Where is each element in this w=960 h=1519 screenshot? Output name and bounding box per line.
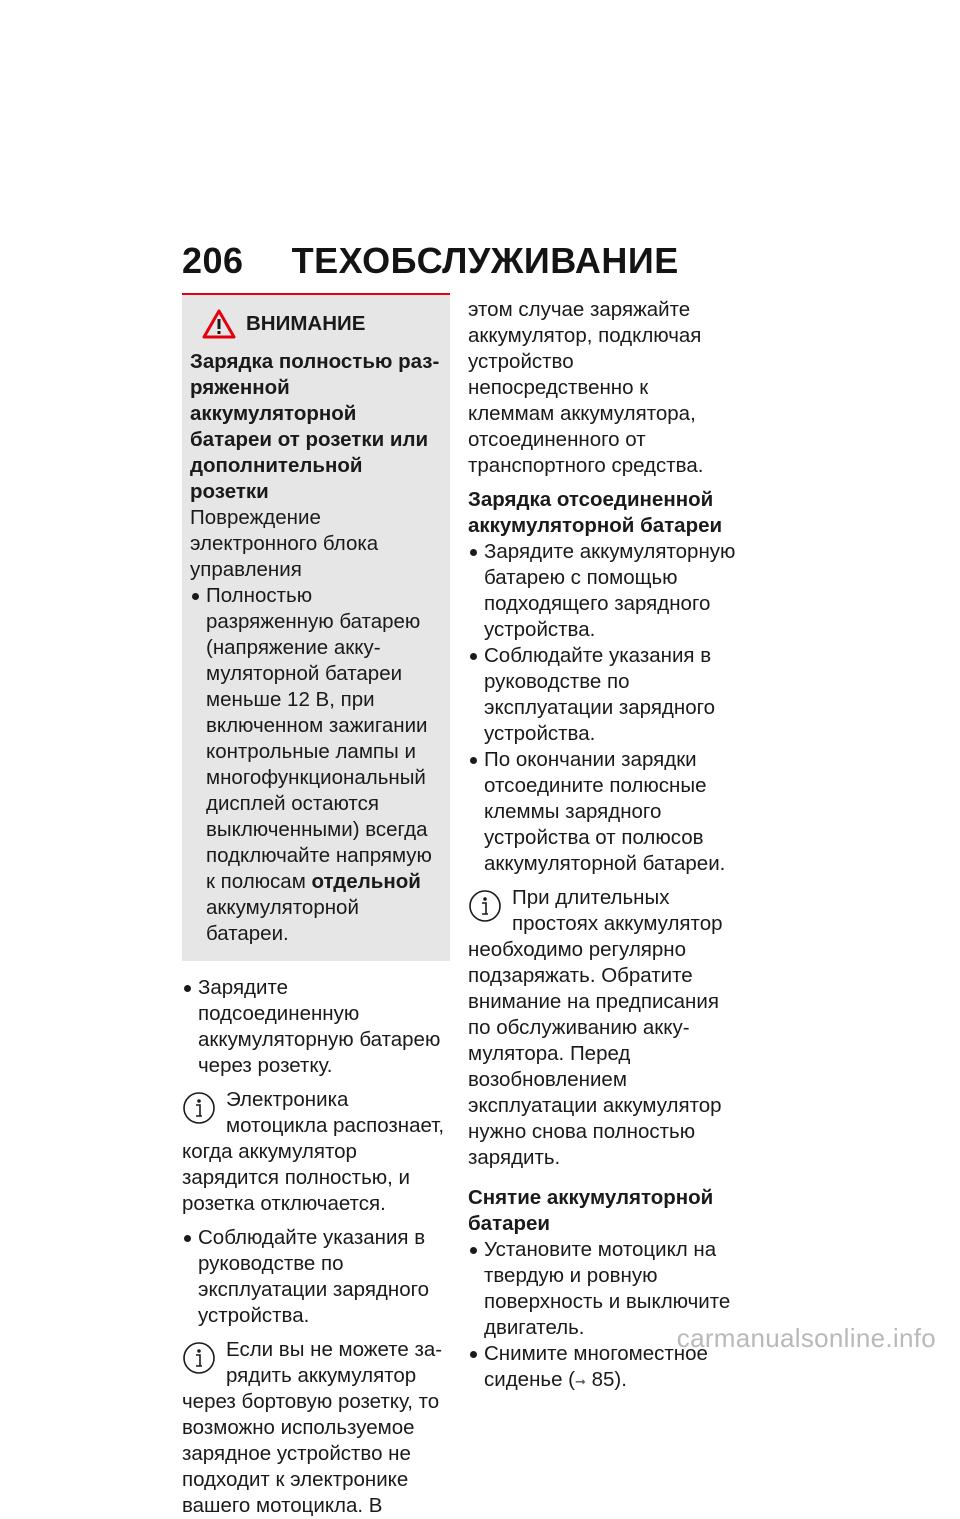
info-note-3 [468, 885, 736, 1171]
info-text-3: При длительных простоях аккумулятор необходимо регулярно подзаряжать. Обратите внимание на предписания по обслуживанию аккумулятора. Перед возобновлением эксплуатации аккумулятор нужно снова полностью зарядить. [468, 886, 723, 1169]
page-ref-arrow-icon: ➞ [575, 1374, 586, 1389]
warning-bullet-emphasis: отдельной [311, 870, 421, 893]
list-item: Установите мотоцикл на твердую и ровную поверхность и выключите двигатель. [468, 1237, 736, 1341]
left-list-1 [182, 975, 450, 1079]
info-text-1: Электроника мотоцикла распознает, когда аккумулятор зарядится полностью, и розетка отключается. [182, 1088, 445, 1215]
list-item: Зарядите подсоединенную аккумуляторную батарею через розетку. [182, 975, 450, 1079]
warning-title: ВНИМАНИЕ [246, 312, 366, 335]
left-column [182, 293, 450, 1519]
info-note-2 [182, 1337, 450, 1519]
left-list-2 [182, 1225, 450, 1329]
warning-list [190, 583, 442, 947]
info-icon [182, 1341, 216, 1375]
warning-bullet-text-a: Полностью разряженную батарею (напряжение аккумуляторной батареи меньше 12 В, при включенном зажигании контрольные лампы и многофункциональный дисплей остаются выключенными) всегда подключайте напрямую к полюсам [206, 584, 432, 893]
section-title: ТЕХОБСЛУЖИВАНИЕ [291, 240, 679, 281]
warning-box [182, 293, 450, 961]
warning-bullet [190, 583, 442, 947]
info-text-2: Если вы не можете зарядить аккумулятор через бортовую розетку, то возможно используемое зарядное устройство не подходит к электронике вашего мотоцикла. В [182, 1338, 443, 1517]
info-icon [468, 889, 502, 923]
list-item-text: Снимите многоместное сиденье ( [484, 1342, 708, 1391]
warning-triangle-icon [202, 309, 236, 339]
list-item: Зарядите аккумуляторную батарею с помощью подходящего зарядного устройства. [468, 539, 736, 643]
warning-bullet-text-c: аккумуляторной батареи. [206, 896, 359, 945]
list-item: По окончании зарядки отсоедините полюсные клеммы зарядного устройства от полюсов аккумуляторной батареи. [468, 747, 736, 877]
warning-header [190, 309, 442, 339]
watermark: carmanualsonline.info [676, 1323, 936, 1353]
right-list-2 [468, 1237, 736, 1395]
right-list-1 [468, 539, 736, 877]
page-reference[interactable]: 85 [591, 1368, 615, 1391]
right-column [468, 297, 736, 1395]
info-note-1 [182, 1087, 450, 1217]
list-item: Соблюдайте указания в руководстве по эксплуатации зарядного устройства. [182, 1225, 450, 1329]
section-heading-removal: Снятие аккумуляторной батареи [468, 1186, 714, 1235]
list-item-text-end: ). [614, 1368, 627, 1391]
list-item: Соблюдайте указания в руководстве по эксплуатации зарядного устройства. [468, 643, 736, 747]
info-icon [182, 1091, 216, 1125]
warning-effect: Повреждение электронного блока управления [190, 506, 379, 581]
section-heading-charging: Зарядка отсоединенной аккумуляторной батареи [468, 488, 723, 537]
page-number: 206 [182, 240, 244, 281]
page-header [182, 240, 679, 282]
warning-heading: Зарядка полностью разряженной аккумуляторной батареи от розетки или дополнительной розетки [190, 350, 440, 503]
continued-text: этом случае заряжайте аккумулятор, подключая устройство непосредственно к клеммам аккумулятора, отсоединенного от транспортного средства. [468, 298, 704, 477]
